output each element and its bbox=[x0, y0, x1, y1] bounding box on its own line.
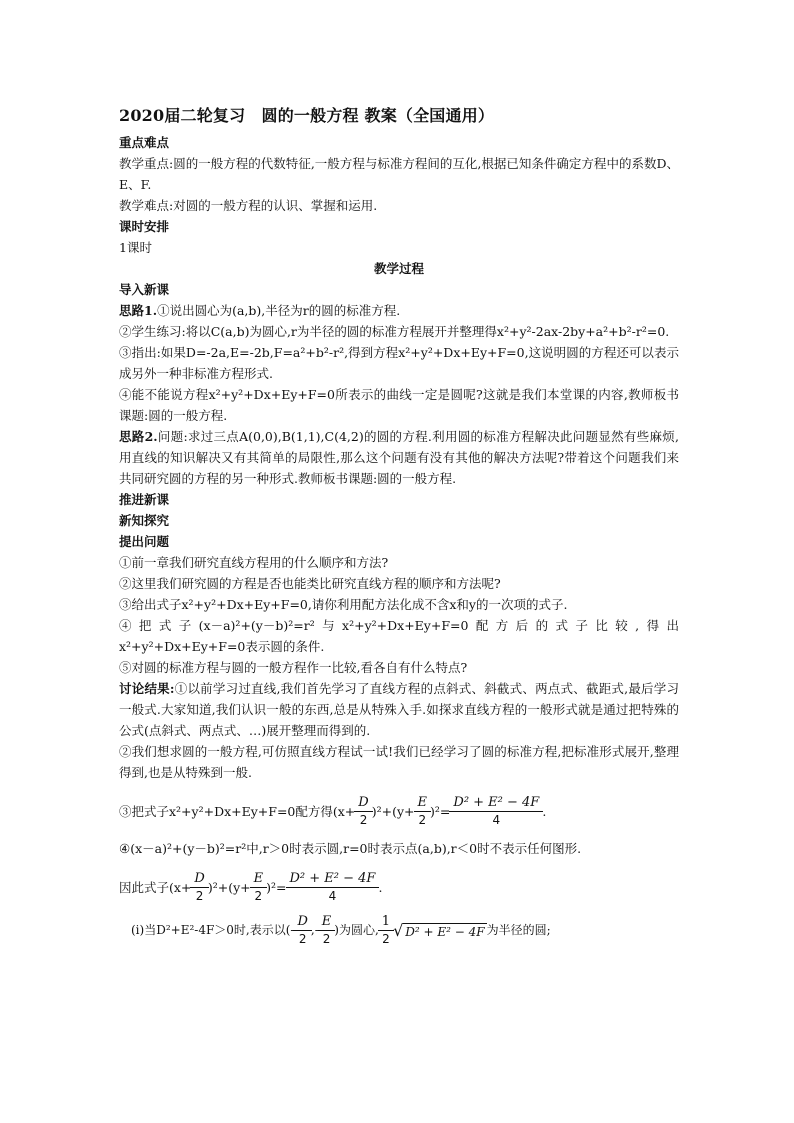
r3-end: . bbox=[542, 804, 547, 819]
r5-prefix: 因此式子(x+ bbox=[119, 880, 192, 895]
question-5: ⑤对圆的标准方程与圆的一般方程作一比较,看各自有什么特点? bbox=[119, 660, 468, 675]
r3-prefix: ③把式子x²+y²+Dx+Ey+F=0配方得(x+ bbox=[119, 804, 356, 819]
schedule-value: 1课时 bbox=[119, 240, 152, 255]
fraction-one-half: $\frac{1}{2}$ bbox=[380, 914, 392, 947]
fraction-radius-squared-b: $\frac{\text{D² + E² − 4F}}{4}$ bbox=[288, 871, 378, 904]
heading-questions: 提出问题 bbox=[119, 534, 170, 549]
question-2: ②这里我们研究圆的方程是否也能类比研究直线方程的顺序和方法呢? bbox=[119, 576, 501, 591]
question-3: ③给出式子x²+y²+Dx+Ey+F=0,请你利用配方法化成不含x和y的一次项的式子. bbox=[119, 597, 568, 612]
discussion-result-2: ②我们想求圆的一般方程,可仿照直线方程试一试!我们已经学习了圆的标准方程,把标准形式展开,整理得到,也是从特殊到一般. bbox=[119, 744, 679, 780]
idea2-paragraph bbox=[119, 426, 679, 489]
idea2-label: 思路2. bbox=[119, 429, 158, 444]
idea1-line2: ②学生练习:将以C(a,b)为圆心,r为半径的圆的标准方程展开并整理得x²+y²-2ax-2by+a²+b²-r²=0. bbox=[119, 324, 670, 339]
idea1-line1 bbox=[119, 300, 679, 321]
discussion-result-4: ④(x－a)²+(y－b)²=r²中,r＞0时表示圆,r=0时表示点(a,b),r＜0时不表示任何图形. bbox=[119, 841, 582, 856]
heading-new-lesson: 推进新课 bbox=[119, 492, 170, 507]
fraction-e-over-2: $\frac{E}{2}$ bbox=[416, 795, 430, 828]
fraction-center-x: $\frac{D}{2}$ bbox=[295, 914, 309, 947]
heading-intro: 导入新课 bbox=[119, 282, 170, 297]
therefore-formula bbox=[119, 871, 679, 904]
idea1-line1-text: ①说出圆心为(a,b),半径为r的圆的标准方程. bbox=[157, 303, 401, 318]
case1-center: )为圆心, bbox=[334, 923, 379, 937]
question-1: ①前一章我们研究直线方程用的什么顺序和方法? bbox=[119, 555, 389, 570]
fraction-d-over-2-b: $\frac{D}{2}$ bbox=[192, 871, 206, 904]
r3-mid: )²+(y+ bbox=[371, 804, 415, 819]
discussion-label: 讨论结果: bbox=[119, 681, 175, 696]
key-focus-text: 教学重点:圆的一般方程的代数特征,一般方程与标准方程间的互化,根据已知条件确定方程中的系数D、E、F. bbox=[119, 156, 679, 192]
sqrt-radicand: √ D² + E² − 4F bbox=[393, 920, 485, 940]
r5-end: . bbox=[378, 880, 383, 895]
document-page bbox=[119, 104, 679, 955]
r3-after: )²= bbox=[430, 804, 451, 819]
fraction-center-y: $\frac{E}{2}$ bbox=[320, 914, 334, 947]
question-4: ④把式子(x－a)²+(y－b)²=r²与x²+y²+Dx+Ey+F=0配方后的式子比较,得出x²+y²+Dx+Ey+F=0表示圆的条件. bbox=[119, 618, 679, 654]
idea2-text: 问题:求过三点A(0,0),B(1,1),C(4,2)的圆的方程.利用圆的标准方程解决此问题显然有些麻烦,用直线的知识解决又有其简单的局限性,那么这个问题有没有其他的解决方法呢?带着这个问题我们来共同研究圆的方程的另一种形式.教师板书课题:圆的一般方程. bbox=[119, 429, 679, 486]
case-1-formula bbox=[119, 914, 679, 947]
r5-mid: )²+(y+ bbox=[207, 880, 251, 895]
r5-after: )²= bbox=[266, 880, 287, 895]
discussion-r1-text: ①以前学习过直线,我们首先学习了直线方程的点斜式、斜截式、两点式、截距式,最后学习一般式.大家知道,我们认识一般的东西,总是从特殊入手.如探求直线方程的一般形式就是通过把特殊的公式(点斜式、两点式、…)展开整理而得到的. bbox=[119, 681, 679, 738]
discussion-result-1 bbox=[119, 678, 679, 741]
case1-comma: ,- bbox=[310, 923, 319, 937]
heading-explore: 新知探究 bbox=[119, 513, 170, 528]
heading-teaching-process: 教学过程 bbox=[373, 261, 424, 276]
document-title: 2020届二轮复习 圆的一般方程 教案（全国通用） bbox=[119, 106, 495, 125]
completing-square-formula bbox=[119, 795, 679, 828]
case1-prefix: (ⅰ)当D²+E²-4F＞0时,表示以(- bbox=[131, 923, 295, 937]
fraction-radius-squared: $\frac{\text{D² + E² − 4F}}{4}$ bbox=[451, 795, 541, 828]
case1-end: 为半径的圆; bbox=[486, 923, 551, 937]
heading-schedule: 课时安排 bbox=[119, 219, 170, 234]
fraction-d-over-2: $\frac{D}{2}$ bbox=[356, 795, 370, 828]
heading-key-points: 重点难点 bbox=[119, 135, 170, 150]
idea1-label: 思路1. bbox=[119, 303, 158, 318]
fraction-e-over-2-b: $\frac{E}{2}$ bbox=[252, 871, 266, 904]
idea1-line4: ④能不能说方程x²+y²+Dx+Ey+F=0所表示的曲线一定是圆呢?这就是我们本堂课的内容,教师板书课题:圆的一般方程. bbox=[119, 387, 679, 423]
key-difficulty-text: 教学难点:对圆的一般方程的认识、掌握和运用. bbox=[119, 198, 378, 213]
idea1-line3: ③指出:如果D=-2a,E=-2b,F=a²+b²-r²,得到方程x²+y²+Dx+Ey+F=0,这说明圆的方程还可以表示成另外一种非标准方程形式. bbox=[119, 345, 679, 381]
